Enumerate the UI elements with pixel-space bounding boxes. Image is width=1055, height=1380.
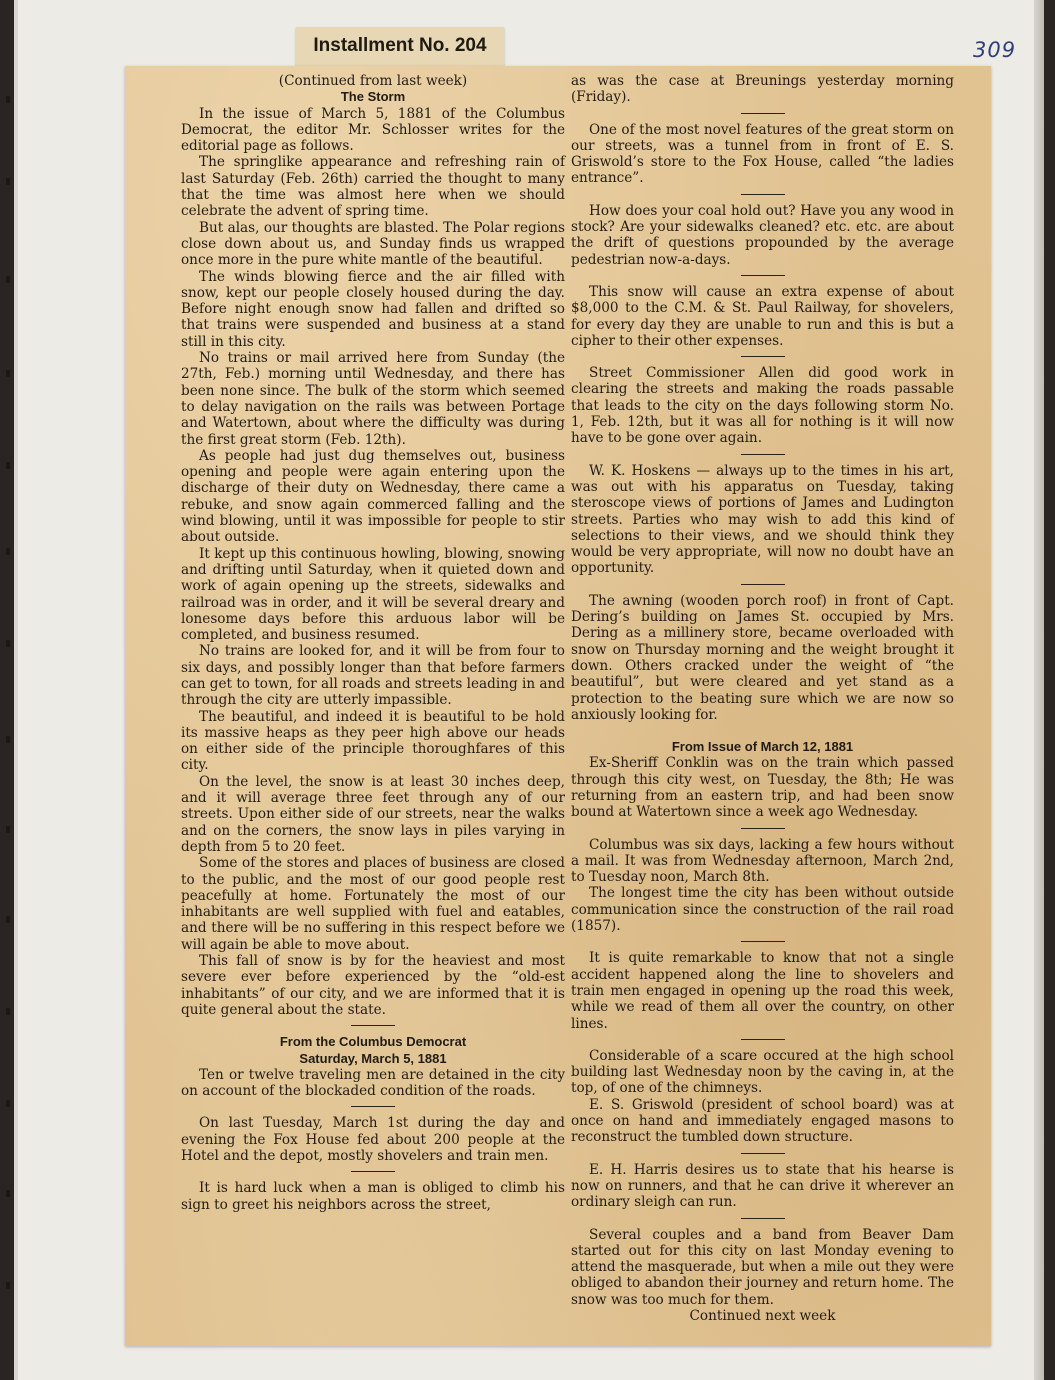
continued-next-label: Continued next week bbox=[689, 1308, 836, 1324]
paragraph: The longest time the city has been without outside communication since the construction of the rail road (1857). bbox=[571, 885, 954, 935]
album-page bbox=[14, 0, 1044, 1380]
section-divider bbox=[351, 1171, 395, 1172]
paragraph: Considerable of a scare occured at the high school building last Wednesday noon by the caving in, at the top, of one of the chimneys. bbox=[571, 1047, 954, 1097]
paragraph: Several couples and a band from Beaver Dam started out for this city on last Monday evening to attend the masquerade, but when a mile out they were obliged to abandon their journey and return home. The snow was too much for them. bbox=[571, 1226, 954, 1308]
binding-mark bbox=[6, 370, 10, 377]
democrat-date-heading: Saturday, March 5, 1881 bbox=[299, 1050, 447, 1066]
paragraph: No trains are looked for, and it will be from four to six days, and possibly longer than that before farmers can get to town, for all roads and streets leading in and through the city are utterly impassible. bbox=[181, 643, 565, 709]
section-divider bbox=[741, 194, 785, 195]
paragraph: The winds blowing fierce and the air filled with snow, kept our people closely housed during the day. Before night enough snow had fallen and drifted so that trains were suspended and business at a stand still in this city. bbox=[181, 268, 565, 350]
section-divider bbox=[741, 275, 785, 276]
paragraph: as was the case at Breunings yesterday morning (Friday). bbox=[571, 73, 954, 106]
paragraph: Ex-Sheriff Conklin was on the train which passed through this city west, on Tuesday, the 8th; He was returning from an eastern trip, and had been snow bound at Watertown since a week ago Wednesday. bbox=[571, 755, 954, 821]
section-divider bbox=[351, 1106, 395, 1107]
paragraph: It kept up this continuous howling, blowing, snowing and drifting until Saturday, when it quieted down and work of again opening up the streets, sidewalks and railroad was in order, and it will be several dreary and lonesome days before this arduous labor will be completed, and business resumed. bbox=[181, 545, 565, 644]
installment-tab bbox=[296, 27, 504, 67]
binding-mark bbox=[6, 1100, 10, 1107]
paragraph: Columbus was six days, lacking a few hours without a mail. It was from Wednesday afternoon, March 2nd, to Tuesday noon, March 8th. bbox=[571, 836, 954, 886]
paragraph: How does your coal hold out? Have you any wood in stock? Are your sidewalks cleaned? etc. etc. are about the drift of questions propounded by the average pedestrian now-a-days. bbox=[571, 202, 954, 268]
paragraph: In the issue of March 5, 1881 of the Columbus Democrat, the editor Mr. Schlosser writes for the editorial page as follows. bbox=[181, 105, 565, 155]
binding-edge bbox=[0, 0, 14, 1380]
installment-title: Installment No. 204 bbox=[313, 35, 487, 56]
section-divider bbox=[741, 113, 785, 114]
section-divider bbox=[741, 1153, 785, 1154]
paragraph: Street Commissioner Allen did good work in clearing the streets and making the roads passable that leads to the city on the days following storm No. 1, Feb. 12th, but it was all for nothing is it will now have to be gone over again. bbox=[571, 365, 954, 447]
section-divider bbox=[741, 584, 785, 585]
paragraph: This fall of snow is by for the heaviest and most severe ever before experienced by the “old-est inhabitants” of our city, and we are informed that it is quite general about the state. bbox=[181, 953, 565, 1018]
left-column bbox=[181, 73, 565, 1213]
continued-from-label: (Continued from last week) bbox=[278, 73, 468, 89]
right-column bbox=[571, 73, 954, 1324]
paragraph: E. H. Harris desires us to state that his hearse is now on runners, and that he can drive it wherever an ordinary sleigh can run. bbox=[571, 1161, 954, 1211]
democrat-heading: From the Columbus Democrat bbox=[279, 1034, 467, 1050]
binding-mark bbox=[6, 462, 10, 469]
binding-mark bbox=[6, 548, 10, 555]
section-divider bbox=[351, 1025, 395, 1026]
binding-mark bbox=[6, 916, 10, 923]
binding-mark bbox=[6, 178, 10, 185]
paragraph: No trains or mail arrived here from Sunday (the 27th, Feb.) morning until Wednesday, and there has been none since. The bulk of the storm which seemed to delay navigation on the rails was between Portage and Watertown, about where the difficulty was during the first great storm (Feb. 12th). bbox=[181, 350, 565, 448]
section-divider bbox=[741, 356, 785, 357]
binding-mark bbox=[6, 736, 10, 743]
section-divider bbox=[741, 828, 785, 829]
paragraph: The beautiful, and indeed it is beautiful to be hold its massive heaps as they peer high above our heads on either side of the principle thoroughfares of this city. bbox=[181, 708, 565, 774]
paragraph: The springlike appearance and refreshing rain of last Saturday (Feb. 26th) carried the thought to many that the time was almost here when we should celebrate the advent of spring time. bbox=[181, 154, 565, 220]
binding-mark bbox=[6, 96, 10, 103]
paragraph: It is hard luck when a man is obliged to climb his sign to greet his neighbors across the street, bbox=[181, 1180, 565, 1213]
paragraph: W. K. Hoskens — always up to the times in his art, was out with his apparatus on Tuesday, taking steroscope views of portions of James and Ludington streets. Parties who may wish to add this kind of selections to their views, and we should think they would be very appropriate, will now no doubt have an opportunity. bbox=[571, 462, 954, 577]
binding-mark bbox=[6, 640, 10, 647]
binding-mark bbox=[6, 1190, 10, 1197]
paragraph: E. S. Griswold (president of school board) was at once on hand and immediately engaged masons to reconstruct the tumbled down structure. bbox=[571, 1096, 954, 1146]
binding-mark bbox=[6, 1008, 10, 1015]
section-divider bbox=[741, 941, 785, 942]
page-edge bbox=[1034, 0, 1044, 1380]
paragraph: Ten or twelve traveling men are detained in the city on account of the blockaded condition of the roads. bbox=[181, 1066, 565, 1100]
paragraph: One of the most novel features of the great storm on our streets, was a tunnel from in front of E. S. Griswold’s store to the Fox House, called “the ladies entrance”. bbox=[571, 121, 954, 187]
storm-heading: The Storm bbox=[340, 89, 406, 105]
paragraph: It is quite remarkable to know that not a single accident happened along the line to shovelers and train men engaged in opening up the road this week, while we read of them all over the country, on other lines. bbox=[571, 950, 954, 1032]
march12-heading: From Issue of March 12, 1881 bbox=[671, 739, 854, 755]
paragraph: The awning (wooden porch roof) in front of Capt. Dering’s building on James St. occupied by Mrs. Dering as a millinery store, became overloaded with snow on Thursday morning and the weight brought it down. Others cracked under the weight of “the beautiful”, but were cleared and yet stand as a protection to the beating sure which we are now so anxiously looking for. bbox=[571, 592, 954, 723]
paragraph: On last Tuesday, March 1st during the day and evening the Fox House fed about 200 people at the Hotel and the depot, mostly shovelers and train men. bbox=[181, 1115, 565, 1164]
paragraph: On the level, the snow is at least 30 inches deep, and it will average three feet through any of our streets. Upon either side of our streets, near the walks and on the corners, the snow lays in piles varying in depth from 5 to 20 feet. bbox=[181, 773, 565, 855]
binding-mark bbox=[6, 276, 10, 283]
binding-mark bbox=[6, 1282, 10, 1289]
paragraph: This snow will cause an extra expense of about $8,000 to the C.M. & St. Paul Railway, for shovelers, for every day they are unable to run and this is but a cipher to their other expenses. bbox=[571, 283, 954, 349]
section-divider bbox=[741, 1218, 785, 1219]
page-number: 309 bbox=[973, 38, 1017, 62]
section-divider bbox=[741, 1039, 785, 1040]
paragraph: Some of the stores and places of business are closed to the public, and the most of our good people rest peacefully at home. Fortunately the most of our inhabitants are well supplied with fuel and eatables, and there will be no suffering in this respect before we will again be able to move about. bbox=[181, 855, 565, 953]
paragraph: But alas, our thoughts are blasted. The Polar regions close down about us, and Sunday finds us wrapped once more in the pure white mantle of the beautiful. bbox=[181, 219, 565, 269]
binding-mark bbox=[6, 826, 10, 833]
section-divider bbox=[741, 454, 785, 455]
paragraph: As people had just dug themselves out, business opening and people were again entering upon the discharge of their duty on Wednesday, there came a rebuke, and snow again commerced falling and the wind blowing, until it was impossible for people to stir about outside. bbox=[181, 447, 565, 546]
newspaper-clipping bbox=[125, 66, 991, 1346]
